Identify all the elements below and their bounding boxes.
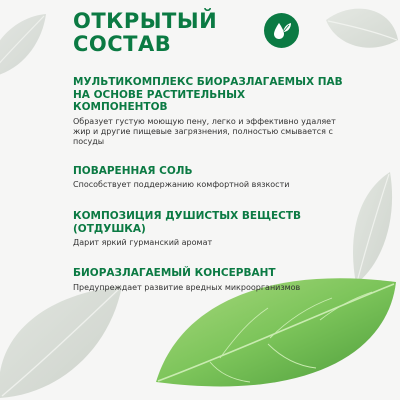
ingredient-fragrance	[73, 210, 343, 248]
leaf-drop-icon	[270, 19, 294, 43]
ingredient-preservative	[73, 267, 343, 293]
leaf-top-left-icon	[0, 8, 50, 88]
ingredient-description: Способствует поддержанию комфортной вязкости	[73, 180, 290, 189]
ingredient-title: МУЛЬТИКОМПЛЕКС БИОРАЗЛАГАЕМЫХ ПАВ НА ОСНОВЕ РАСТИТЕЛЬНЫХ КОМПОНЕНТОВ	[73, 76, 343, 113]
ingredient-title: КОМПОЗИЦИЯ ДУШИСТЫХ ВЕЩЕСТВ (ОТДУШКА)	[73, 210, 302, 235]
ingredient-surfactants	[73, 76, 343, 147]
eco-badge	[264, 13, 299, 48]
page-title	[73, 10, 263, 56]
ingredient-title: ПОВАРЕННАЯ СОЛЬ	[73, 164, 193, 177]
ingredient-list	[73, 76, 343, 303]
ingredient-description: Предупреждает развитие вредных микроорганизмов	[73, 282, 301, 292]
ingredient-description: Дарит яркий гурманский аромат	[73, 238, 213, 247]
title-line-2: СОСТАВ	[73, 32, 172, 56]
ingredient-title: БИОРАЗЛАГАЕМЫЙ КОНСЕРВАНТ	[73, 267, 276, 279]
title-line-1: ОТКРЫТЫЙ	[73, 9, 218, 33]
leaf-top-right-icon	[322, 0, 400, 62]
ingredient-salt	[73, 165, 343, 191]
ingredient-description: Образует густую моющую пену, легко и эффективно удаляет жир и другие пищевые загрязнения, полностью смывается с посуды	[73, 116, 336, 146]
